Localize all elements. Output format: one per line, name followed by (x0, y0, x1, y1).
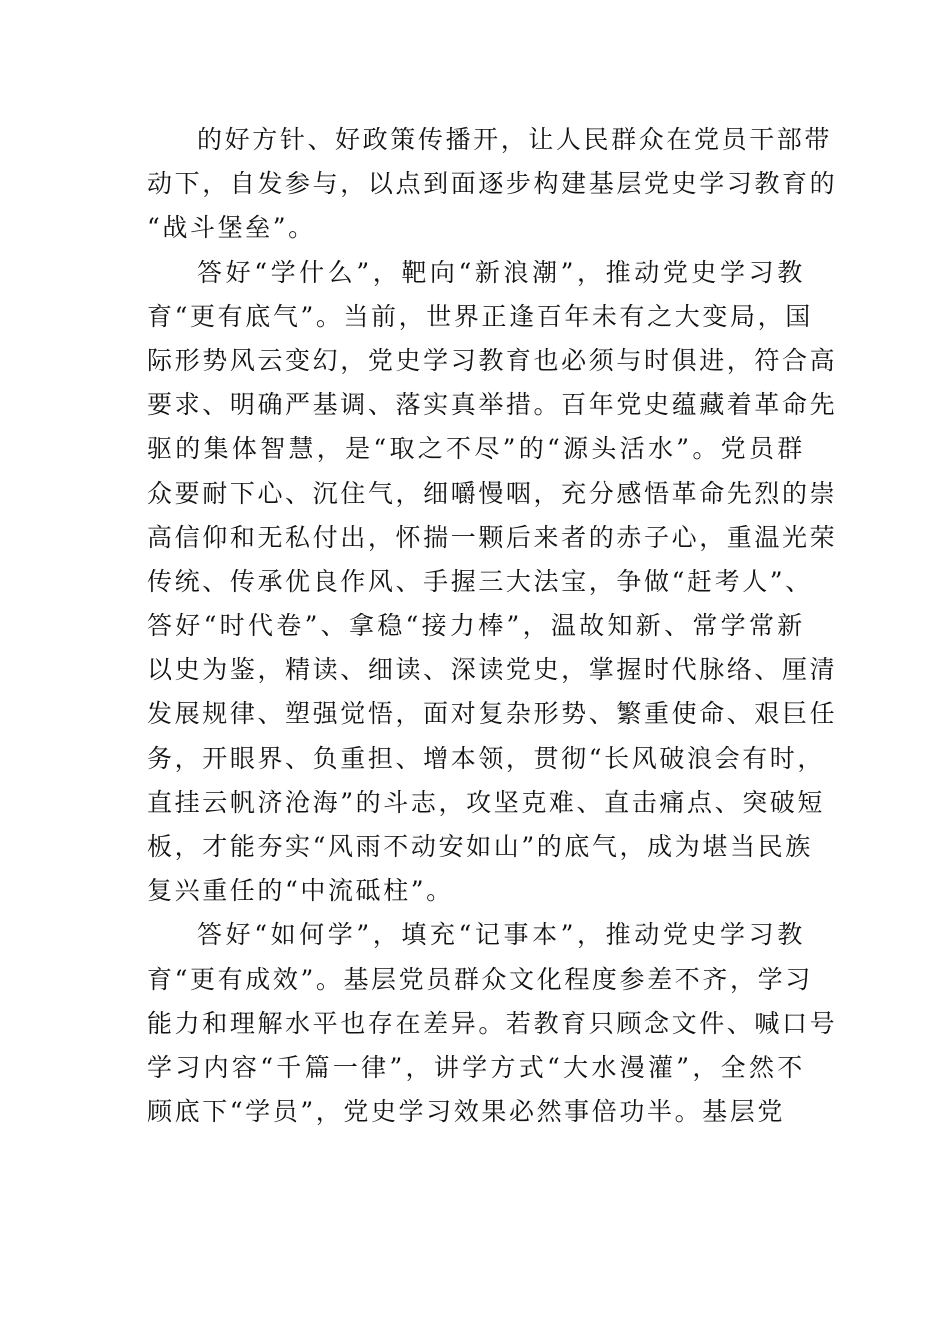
text-line: 驱 的 集 体 智 慧 ， 是 “ 取 之 不 尽 ” 的 “ 源 头 活 水 ” 。 党 员 群 (147, 434, 805, 464)
text-line: 传 统 、 传 承 优 良 作 风 、 手 握 三 大 法 宝 ， 争 做 “ 赶 考 人 ” 、 (147, 566, 813, 596)
text-line: 以 史 为 鉴 ， 精 读 、 细 读 、 深 读 党 史 ， 掌 握 时 代 脉 络 、 厘 清 (147, 655, 838, 685)
text-line: 顾底下“学员”，党史学习效果必然事倍功半。基层党 (147, 1097, 785, 1127)
text-line: 直 挂 云 帆 济 沧 海 ” 的 斗 志 ， 攻 坚 克 难 、 直 击 痛 点 、 突 破 短 (147, 787, 826, 817)
text-line: 的 好 方 针 、 好 政 策 传 播 开 ， 让 人 民 群 众 在 党 员 干 部 带 (197, 125, 833, 154)
text-line: 复兴重任的“中流砥柱”。 (147, 876, 454, 906)
text-line: 发 展 规 律 、 塑 强 觉 悟 ， 面 对 复 杂 形 势 、 繁 重 使 命 、 艰 巨 任 (147, 699, 838, 729)
text-line: 能 力 和 理 解 水 平 也 存 在 差 异 。 若 教 育 只 顾 念 文 件 、 喊 口 号 (147, 1008, 838, 1038)
text-line: 育 “ 更 有 成 效 ” 。 基 层 党 员 群 众 文 化 程 度 参 差 不 齐 ， 学 习 (147, 964, 813, 994)
text-line: 育 “ 更 有 底 气 ” 。 当 前 ， 世 界 正 逢 百 年 未 有 之 大 变 局 ， 国 (147, 301, 813, 331)
text-line: “战斗堡垒”。 (147, 213, 316, 243)
text-line: 高 信 仰 和 无 私 付 出 ， 怀 揣 一 颗 后 来 者 的 赤 子 心 ， 重 温 光 荣 (147, 522, 838, 552)
text-line: 答 好 “ 学 什 么 ” ， 靶 向 “ 新 浪 潮 ” ， 推 动 党 史 学 习 教 (197, 257, 805, 287)
text-line: 际 形 势 风 云 变 幻 ， 党 史 学 习 教 育 也 必 须 与 时 俱 进 ， 符 合 高 (147, 345, 838, 375)
text-line: 要 求 、 明 确 严 基 调 、 落 实 真 举 措 。 百 年 党 史 蕴 藏 着 革 命 先 (147, 390, 838, 420)
text-line: 动 下 ， 自 发 参 与 ， 以 点 到 面 逐 步 构 建 基 层 党 史 学 习 教 育 的 (147, 169, 838, 199)
text-line: 答 好 “ 时 代 卷 ” 、 拿 稳 “ 接 力 棒 ” ， 温 故 知 新 、 常 学 常 新 (147, 611, 805, 641)
text-line: 务 ， 开 眼 界 、 负 重 担 、 增 本 领 ， 贯 彻 “ 长 风 破 浪 会 有 时 ， (147, 743, 826, 773)
text-line: 学 习 内 容 “ 千 篇 一 律 ” ， 讲 学 方 式 “ 大 水 漫 灌 ” ， 全 然 不 (147, 1052, 805, 1082)
body-text (147, 118, 838, 1134)
text-line: 答 好 “ 如 何 学 ” ， 填 充 “ 记 事 本 ” ， 推 动 党 史 学 习 教 (197, 920, 805, 950)
text-line: 板 ， 才 能 夯 实 “ 风 雨 不 动 安 如 山 ” 的 底 气 ， 成 为 堪 当 民 族 (147, 832, 813, 861)
text-line: 众 要 耐 下 心 、 沉 住 气 ， 细 嚼 慢 咽 ， 充 分 感 悟 革 命 先 烈 的 崇 (147, 478, 838, 508)
